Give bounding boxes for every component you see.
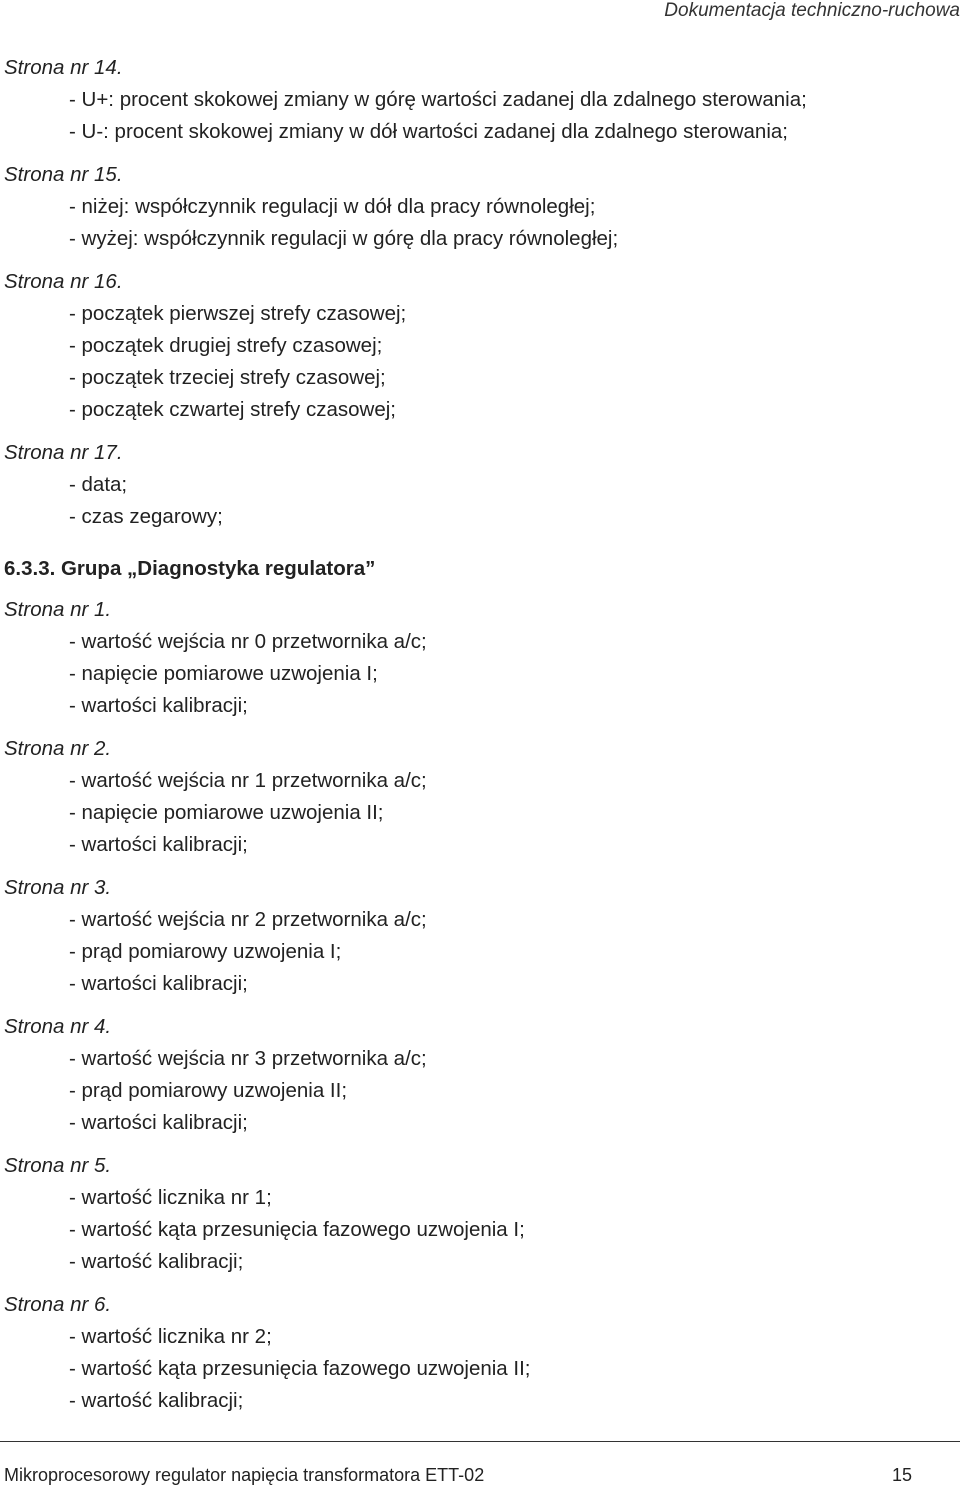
- list-item: - wartość kalibracji;: [69, 1250, 244, 1273]
- list-item: - data;: [69, 473, 128, 496]
- list-item: - niżej: współczynnik regulacji w dół dla pracy równoległej;: [69, 195, 596, 218]
- list-item: - wartość licznika nr 2;: [69, 1325, 272, 1348]
- list-item: - wartości kalibracji;: [69, 694, 248, 717]
- list-item: - wartość wejścia nr 0 przetwornika a/c;: [69, 630, 427, 653]
- page-section-title: Strona nr 15.: [4, 163, 123, 186]
- list-item: - prąd pomiarowy uzwojenia I;: [69, 940, 342, 963]
- list-item: - napięcie pomiarowe uzwojenia II;: [69, 801, 384, 824]
- page-section-title: Strona nr 6.: [4, 1293, 112, 1316]
- list-item: - początek trzeciej strefy czasowej;: [69, 366, 386, 389]
- page-section-title: Strona nr 14.: [4, 56, 123, 79]
- sections-after: [4, 594, 954, 1417]
- document-header: Dokumentacja techniczno-ruchowa: [664, 0, 960, 21]
- page-section-title: Strona nr 16.: [4, 270, 123, 293]
- list-item: - wartość kąta przesunięcia fazowego uzwojenia I;: [69, 1218, 525, 1241]
- section-heading: 6.3.3. Grupa „Diagnostyka regulatora”: [4, 557, 376, 580]
- page-section-title: Strona nr 2.: [4, 737, 112, 760]
- list-item: - wartość kalibracji;: [69, 1389, 244, 1412]
- page-section-title: Strona nr 4.: [4, 1015, 112, 1038]
- page-section-title: Strona nr 5.: [4, 1154, 112, 1177]
- list-item: - U+: procent skokowej zmiany w górę wartości zadanej dla zdalnego sterowania;: [69, 88, 807, 111]
- list-item: - prąd pomiarowy uzwojenia II;: [69, 1079, 348, 1102]
- list-item: - czas zegarowy;: [69, 505, 223, 528]
- list-item: - wartości kalibracji;: [69, 833, 248, 856]
- list-item: - początek pierwszej strefy czasowej;: [69, 302, 407, 325]
- sections-before: [4, 52, 954, 533]
- list-item: - napięcie pomiarowe uzwojenia I;: [69, 662, 378, 685]
- list-item: - wartość wejścia nr 2 przetwornika a/c;: [69, 908, 427, 931]
- page-section-title: Strona nr 17.: [4, 441, 123, 464]
- list-item: - wartość wejścia nr 3 przetwornika a/c;: [69, 1047, 427, 1070]
- page-number: 15: [891, 1465, 912, 1485]
- list-item: - wartości kalibracji;: [69, 972, 248, 995]
- list-item: - początek czwartej strefy czasowej;: [69, 398, 396, 421]
- list-item: - U-: procent skokowej zmiany w dół wartości zadanej dla zdalnego sterowania;: [69, 120, 788, 143]
- page-section-title: Strona nr 1.: [4, 598, 112, 621]
- document-content: [4, 52, 954, 1417]
- list-item: - wartości kalibracji;: [69, 1111, 248, 1134]
- list-item: - początek drugiej strefy czasowej;: [69, 334, 383, 357]
- footer-title: Mikroprocesorowy regulator napięcia transformatora ETT-02: [4, 1465, 485, 1485]
- list-item: - wyżej: współczynnik regulacji w górę dla pracy równoległej;: [69, 227, 619, 250]
- list-item: - wartość licznika nr 1;: [69, 1186, 272, 1209]
- list-item: - wartość wejścia nr 1 przetwornika a/c;: [69, 769, 427, 792]
- list-item: - wartość kąta przesunięcia fazowego uzwojenia II;: [69, 1357, 531, 1380]
- page-section-title: Strona nr 3.: [4, 876, 112, 899]
- document-footer: [0, 1441, 960, 1487]
